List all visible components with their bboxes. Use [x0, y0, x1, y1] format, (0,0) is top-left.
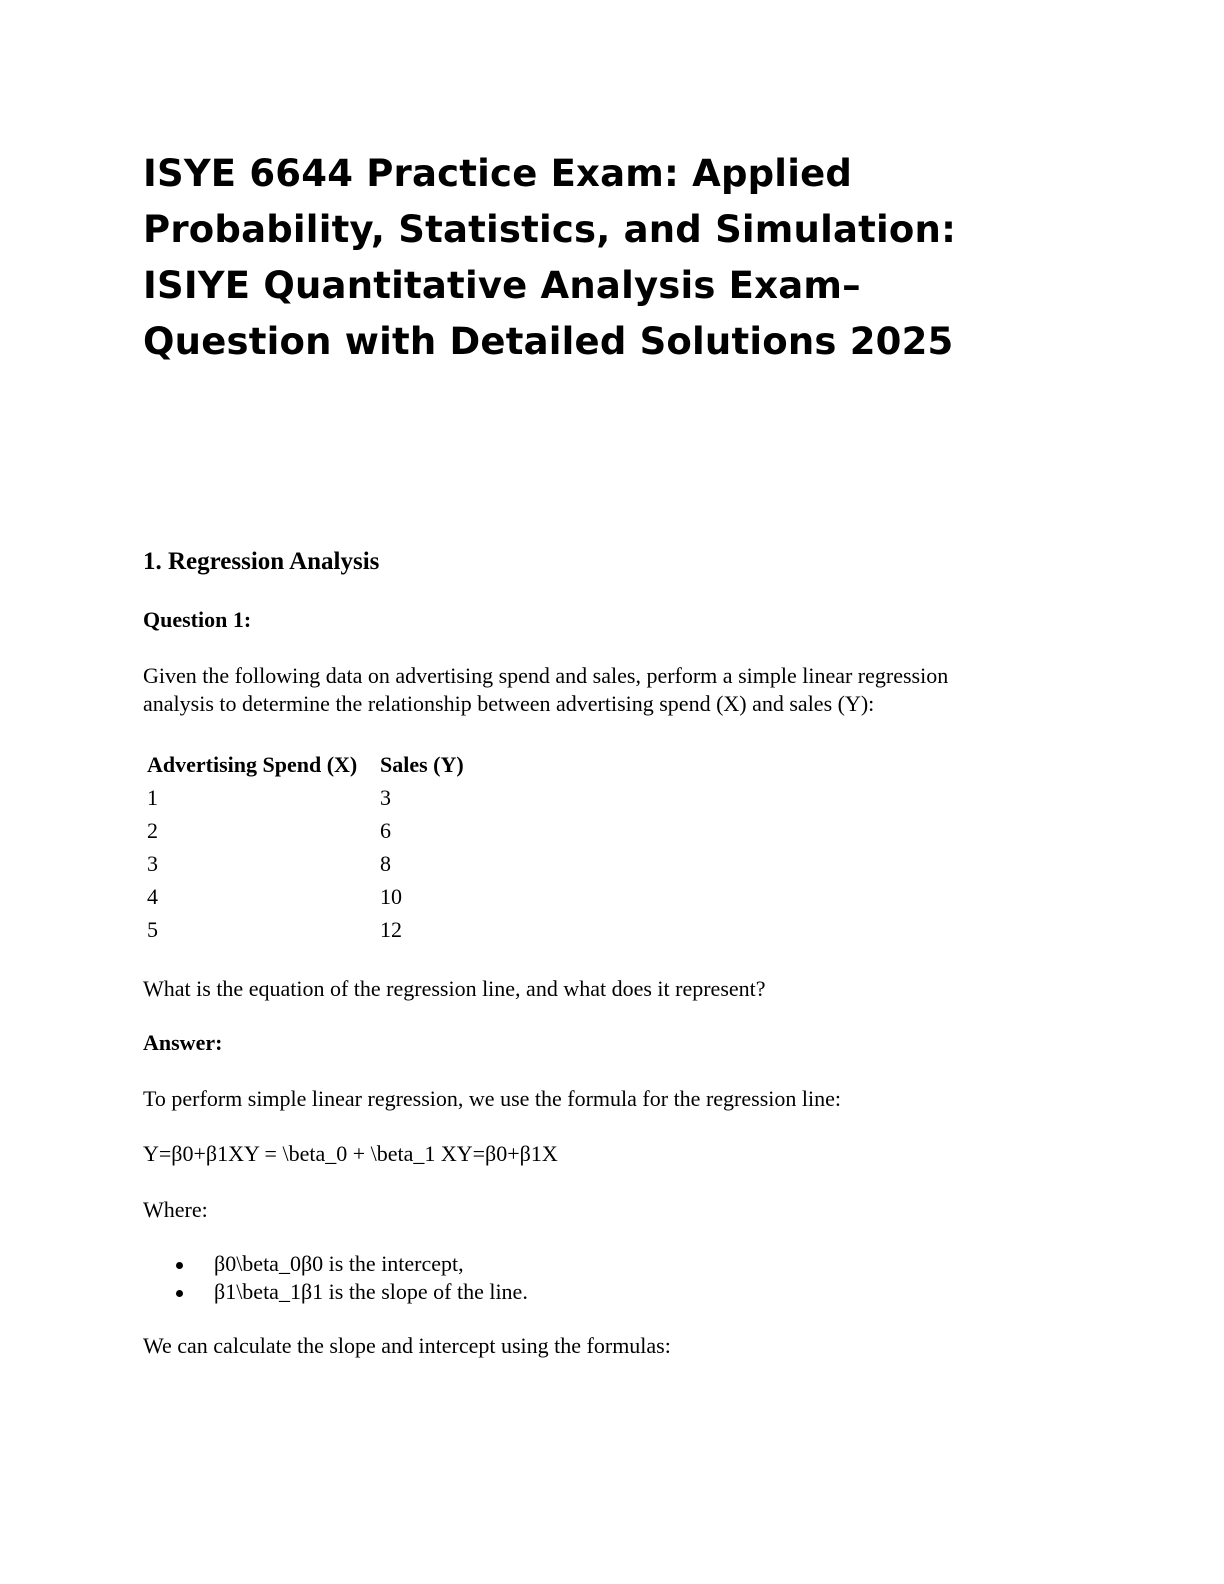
table-row: [147, 913, 530, 946]
table-row: [147, 814, 530, 847]
table-cell: 3: [380, 784, 391, 810]
title-line: Probability, Statistics, and Simulation:: [143, 208, 957, 251]
question-prompt: What is the equation of the regression line, and what does it represent?: [143, 976, 766, 1001]
closing-text: We can calculate the slope and intercept using the formulas:: [143, 1333, 671, 1358]
table-header-row: [147, 748, 530, 781]
list-item: [170, 1250, 528, 1278]
table-cell: 10: [380, 883, 402, 909]
document-title: [143, 146, 1123, 370]
regression-formula: Y=β0+β1XY = \beta_0 + \beta_1 XY=β0+β1X: [143, 1141, 558, 1166]
table-row: [147, 781, 530, 814]
list-item-text: β1\beta_1β1 is the slope of the line.: [214, 1279, 528, 1304]
question-text: [143, 662, 948, 718]
answer-label: Answer:: [143, 1030, 223, 1055]
title-line: ISIYE Quantitative Analysis Exam–: [143, 264, 861, 307]
data-table: [147, 748, 530, 946]
question-label: Question 1:: [143, 607, 252, 632]
table-cell: 1: [147, 784, 158, 810]
table-cell: 5: [147, 916, 158, 942]
table-row: [147, 880, 530, 913]
table-cell: 3: [147, 850, 158, 876]
list-item: [170, 1278, 528, 1306]
section-heading: 1. Regression Analysis: [143, 548, 380, 575]
bullet-icon: [176, 1290, 183, 1297]
bullet-icon: [176, 1262, 183, 1269]
table-header-cell: Sales (Y): [380, 751, 464, 777]
list-item-text: β0\beta_0β0 is the intercept,: [214, 1251, 464, 1276]
title-line: Question with Detailed Solutions 2025: [143, 320, 954, 363]
definition-list: [170, 1250, 528, 1306]
where-label: Where:: [143, 1197, 208, 1222]
table-cell: 2: [147, 817, 158, 843]
table-cell: 8: [380, 850, 391, 876]
table-cell: 6: [380, 817, 391, 843]
question-text-line: Given the following data on advertising spend and sales, perform a simple linear regression: [143, 663, 949, 688]
title-line: ISYE 6644 Practice Exam: Applied: [143, 152, 853, 195]
table-header-cell: Advertising Spend (X): [147, 751, 358, 777]
table-cell: 12: [380, 916, 402, 942]
table-cell: 4: [147, 883, 158, 909]
table-row: [147, 847, 530, 880]
answer-intro: To perform simple linear regression, we use the formula for the regression line:: [143, 1086, 841, 1111]
question-text-line: analysis to determine the relationship between advertising spend (X) and sales (Y):: [143, 691, 875, 716]
